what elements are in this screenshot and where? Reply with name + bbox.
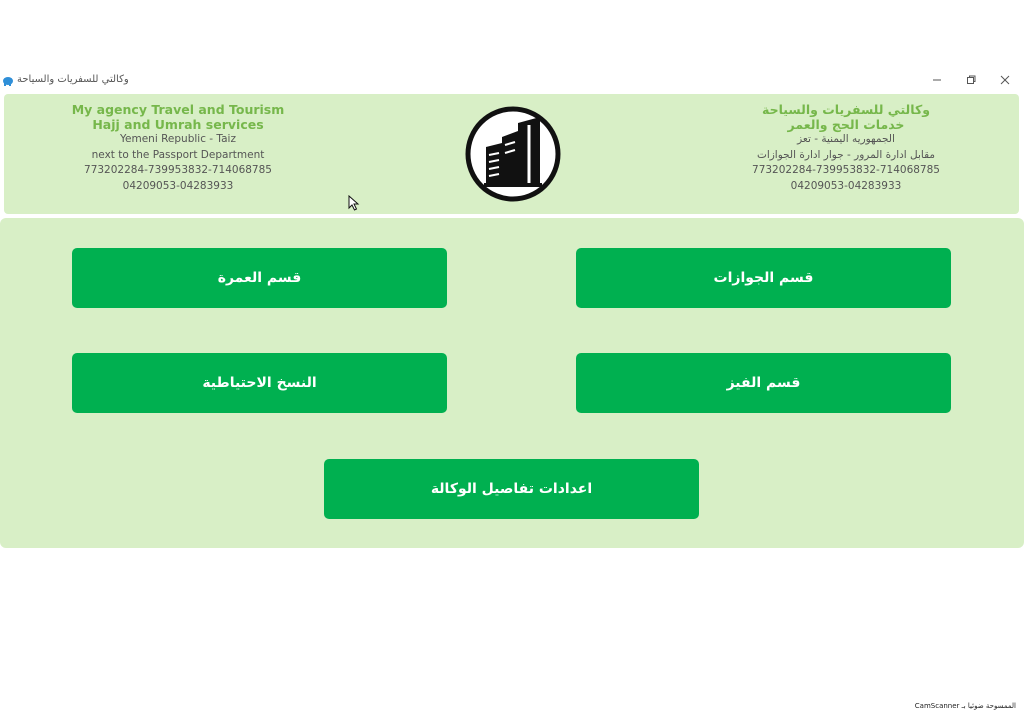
minimize-icon [932,75,942,85]
umrah-section-button[interactable]: قسم العمرة [72,248,447,308]
agency-mobiles-en: 773202284-739953832-714068785 [84,164,272,176]
agency-services-ar: خدمات الحج والعمر [787,117,905,132]
agency-country-ar: الجمهوريه اليمنية - تعز [797,133,895,145]
agency-info-english [28,102,328,194]
agency-settings-button[interactable]: اعدادات تفاصيل الوكالة [324,459,699,519]
main-menu-panel [0,218,1024,548]
scanner-watermark: CamScanner الممسوحة ضوئيا بـ [914,702,1016,710]
window-title: وكالتي للسفريات والسياحة [17,74,129,85]
maximize-button[interactable] [962,73,980,89]
agency-address-ar: مقابل ادارة المرور - جوار ادارة الجوازات [756,148,936,161]
building-logo-icon [464,105,562,203]
backup-button[interactable]: النسخ الاحتياطية [72,353,447,413]
agency-name-ar: وكالتي للسفريات والسياحة [762,102,930,117]
agency-name-en: My agency Travel and Tourism [71,102,285,117]
minimize-button[interactable] [928,73,946,89]
restore-icon [966,75,976,85]
agency-services-en: Hajj and Umrah services [92,117,264,132]
agency-header [4,94,1019,214]
agency-phones-ar: 04209053-04283933 [790,179,902,192]
agency-country-en: Yemeni Republic - Taiz [120,133,236,145]
agency-address-en: next to the Passport Department [91,148,265,161]
close-icon [1000,75,1010,85]
elephant-icon [2,76,14,86]
close-button[interactable] [996,73,1014,89]
agency-mobiles-ar: 773202284-739953832-714068785 [752,164,940,176]
title-bar [0,72,1024,92]
agency-info-arabic [696,102,996,194]
agency-phones-en: 04209053-04283933 [122,179,234,192]
mouse-cursor-icon [348,195,360,211]
passports-section-button[interactable]: قسم الجوازات [576,248,951,308]
visas-section-button[interactable]: قسم الفيز [576,353,951,413]
